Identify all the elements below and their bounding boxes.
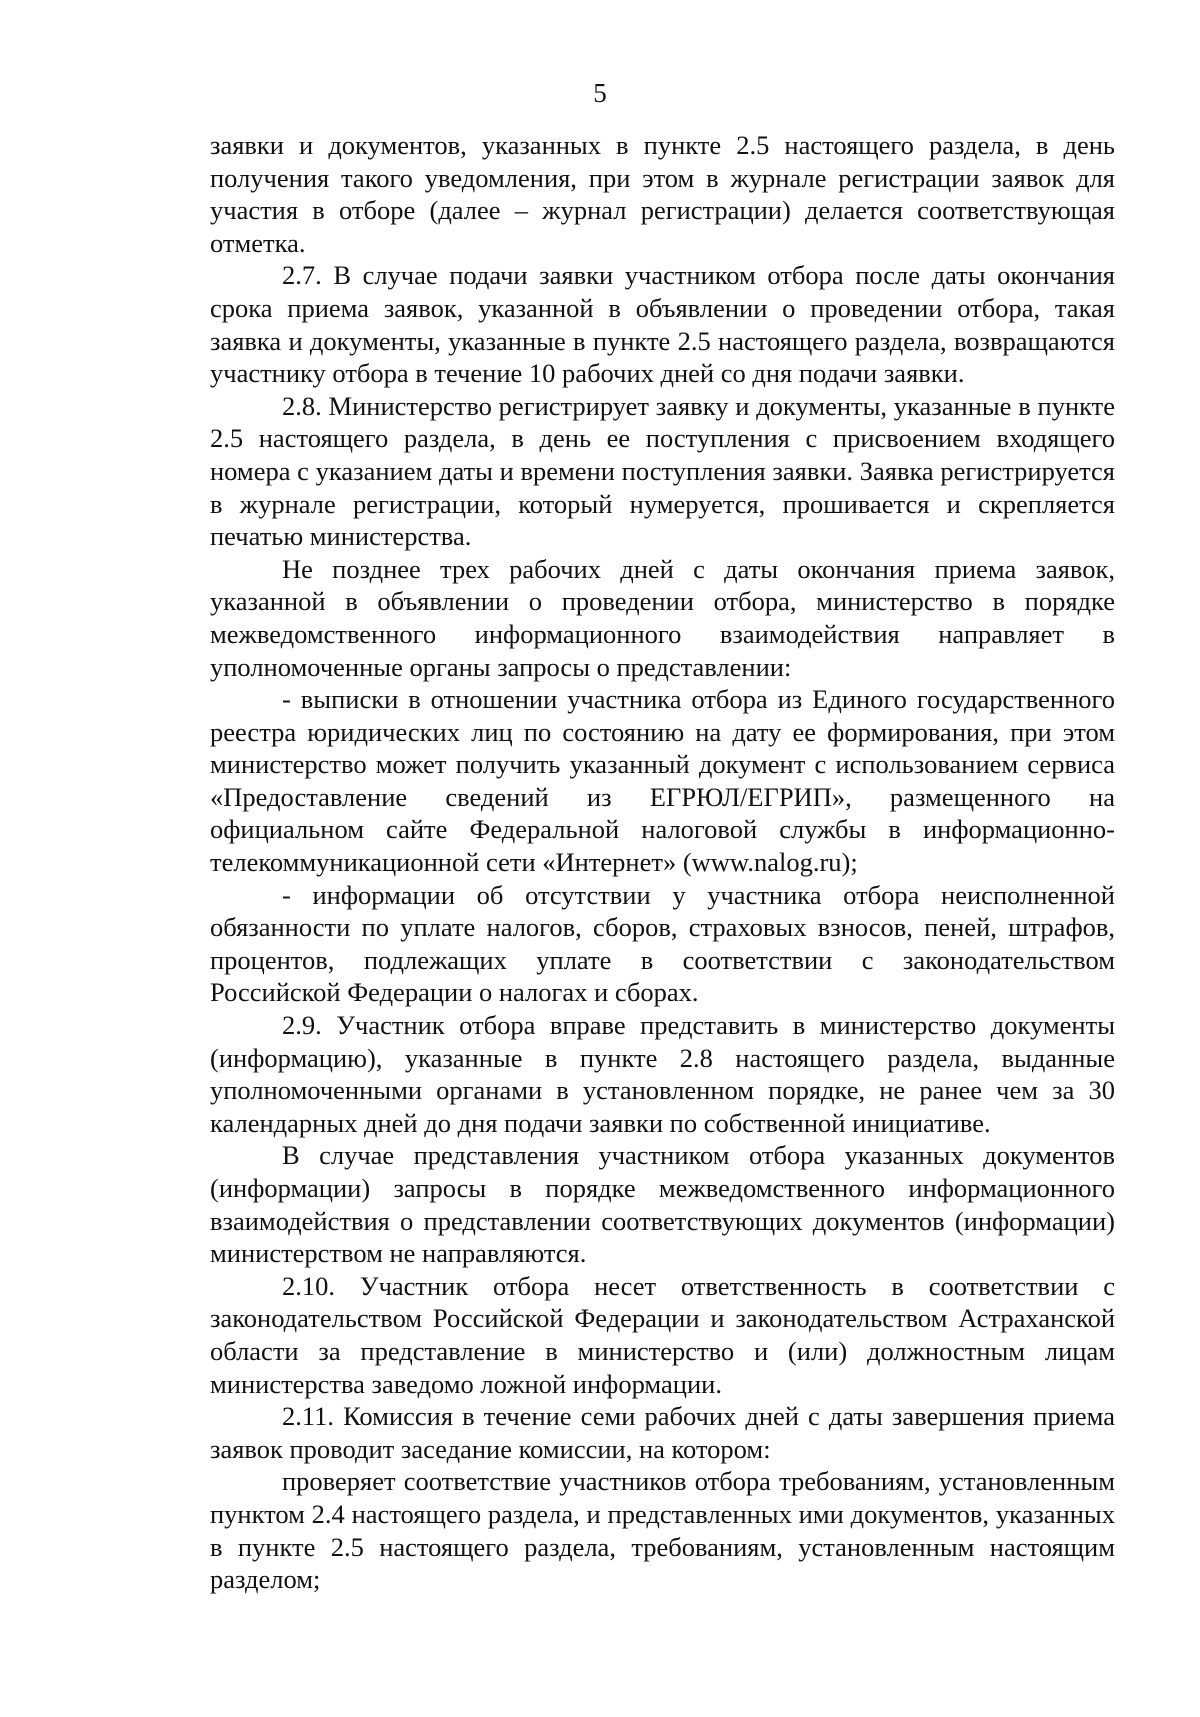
paragraph-2-9: 2.9. Участник отбора вправе представить в министерство документы (информацию), указанные в пункте 2.8 настоящего раздела, выданные уполномоченными органами в установленном порядке, не ранее чем за 30 календарных дней до дня подачи заявки по собственной инициативе. [210, 1010, 1115, 1138]
paragraph-self-submission: В случае представления участником отбора указанных документов (информации) запросы в порядке межведомственного информационного взаимодействия о представлении соответствующих документов (информации) министерством не направляются. [210, 1140, 1115, 1269]
list-item-tax-info: - информации об отсутствии у участника отбора неисполненной обязанности по уплате налогов, сборов, страховых взносов, пеней, штрафов, процентов, подлежащих уплате в соответствии с законодательством Российской Федерации о налогах и сборах. [210, 879, 1115, 1008]
paragraph-2-8: 2.8. Министерство регистрирует заявку и документы, указанные в пункте 2.5 настоящего раздела, в день ее поступления с присвоением входящего номера с указанием даты и времени поступления заявки. Заявка регистрируется в журнале регистрации, который нумеруется, прошивается и скрепляется печатью министерства. [210, 390, 1115, 552]
paragraph-verification: проверяет соответствие участников отбора требованиям, установленным пунктом 2.4 настоящего раздела, и представленных ими документов, указанных в пункте 2.5 настоящего раздела, требованиям, установленным настоящим разделом; [210, 1466, 1115, 1595]
paragraph-2-11: 2.11. Комиссия в течение семи рабочих дней с даты завершения приема заявок проводит заседание комиссии, на котором: [210, 1401, 1115, 1464]
paragraph-requests: Не позднее трех рабочих дней с даты окончания приема заявок, указанной в объявлении о проведении отбора, министерство в порядке межведомственного информационного взаимодействия направляет в уполномоченные органы запросы о представлении: [210, 553, 1115, 682]
page-number: 5 [593, 78, 607, 108]
list-item-egrul-extract: - выписки в отношении участника отбора из Единого государственного реестра юридических лиц по состоянию на дату ее формирования, при этом министерство может получить указанный документ с использованием сервиса «Предоставление сведений из ЕГРЮЛ/ЕГРИП», размещенного на официальном сайте Федеральной налоговой службы в информационно-телекоммуникационной сети «Интернет» (www.nalog.ru); [210, 684, 1115, 878]
document-body [210, 129, 1115, 1596]
paragraph-continuation: заявки и документов, указанных в пункте 2.5 настоящего раздела, в день получения такого уведомления, при этом в журнале регистрации заявок для участия в отборе (далее – журнал регистрации) делается соответствующая отметка. [210, 130, 1115, 258]
paragraph-2-7: 2.7. В случае подачи заявки участником отбора после даты окончания срока приема заявок, указанной в объявлении о проведении отбора, такая заявка и документы, указанные в пункте 2.5 настоящего раздела, возвращаются участнику отбора в течение 10 рабочих дней со дня подачи заявки. [210, 260, 1115, 389]
paragraph-2-10: 2.10. Участник отбора несет ответственность в соответствии с законодательством Российской Федерации и законодательством Астраханской области за представление в министерство и (или) должностным лицам министерства заведомо ложной информации. [210, 1270, 1115, 1399]
